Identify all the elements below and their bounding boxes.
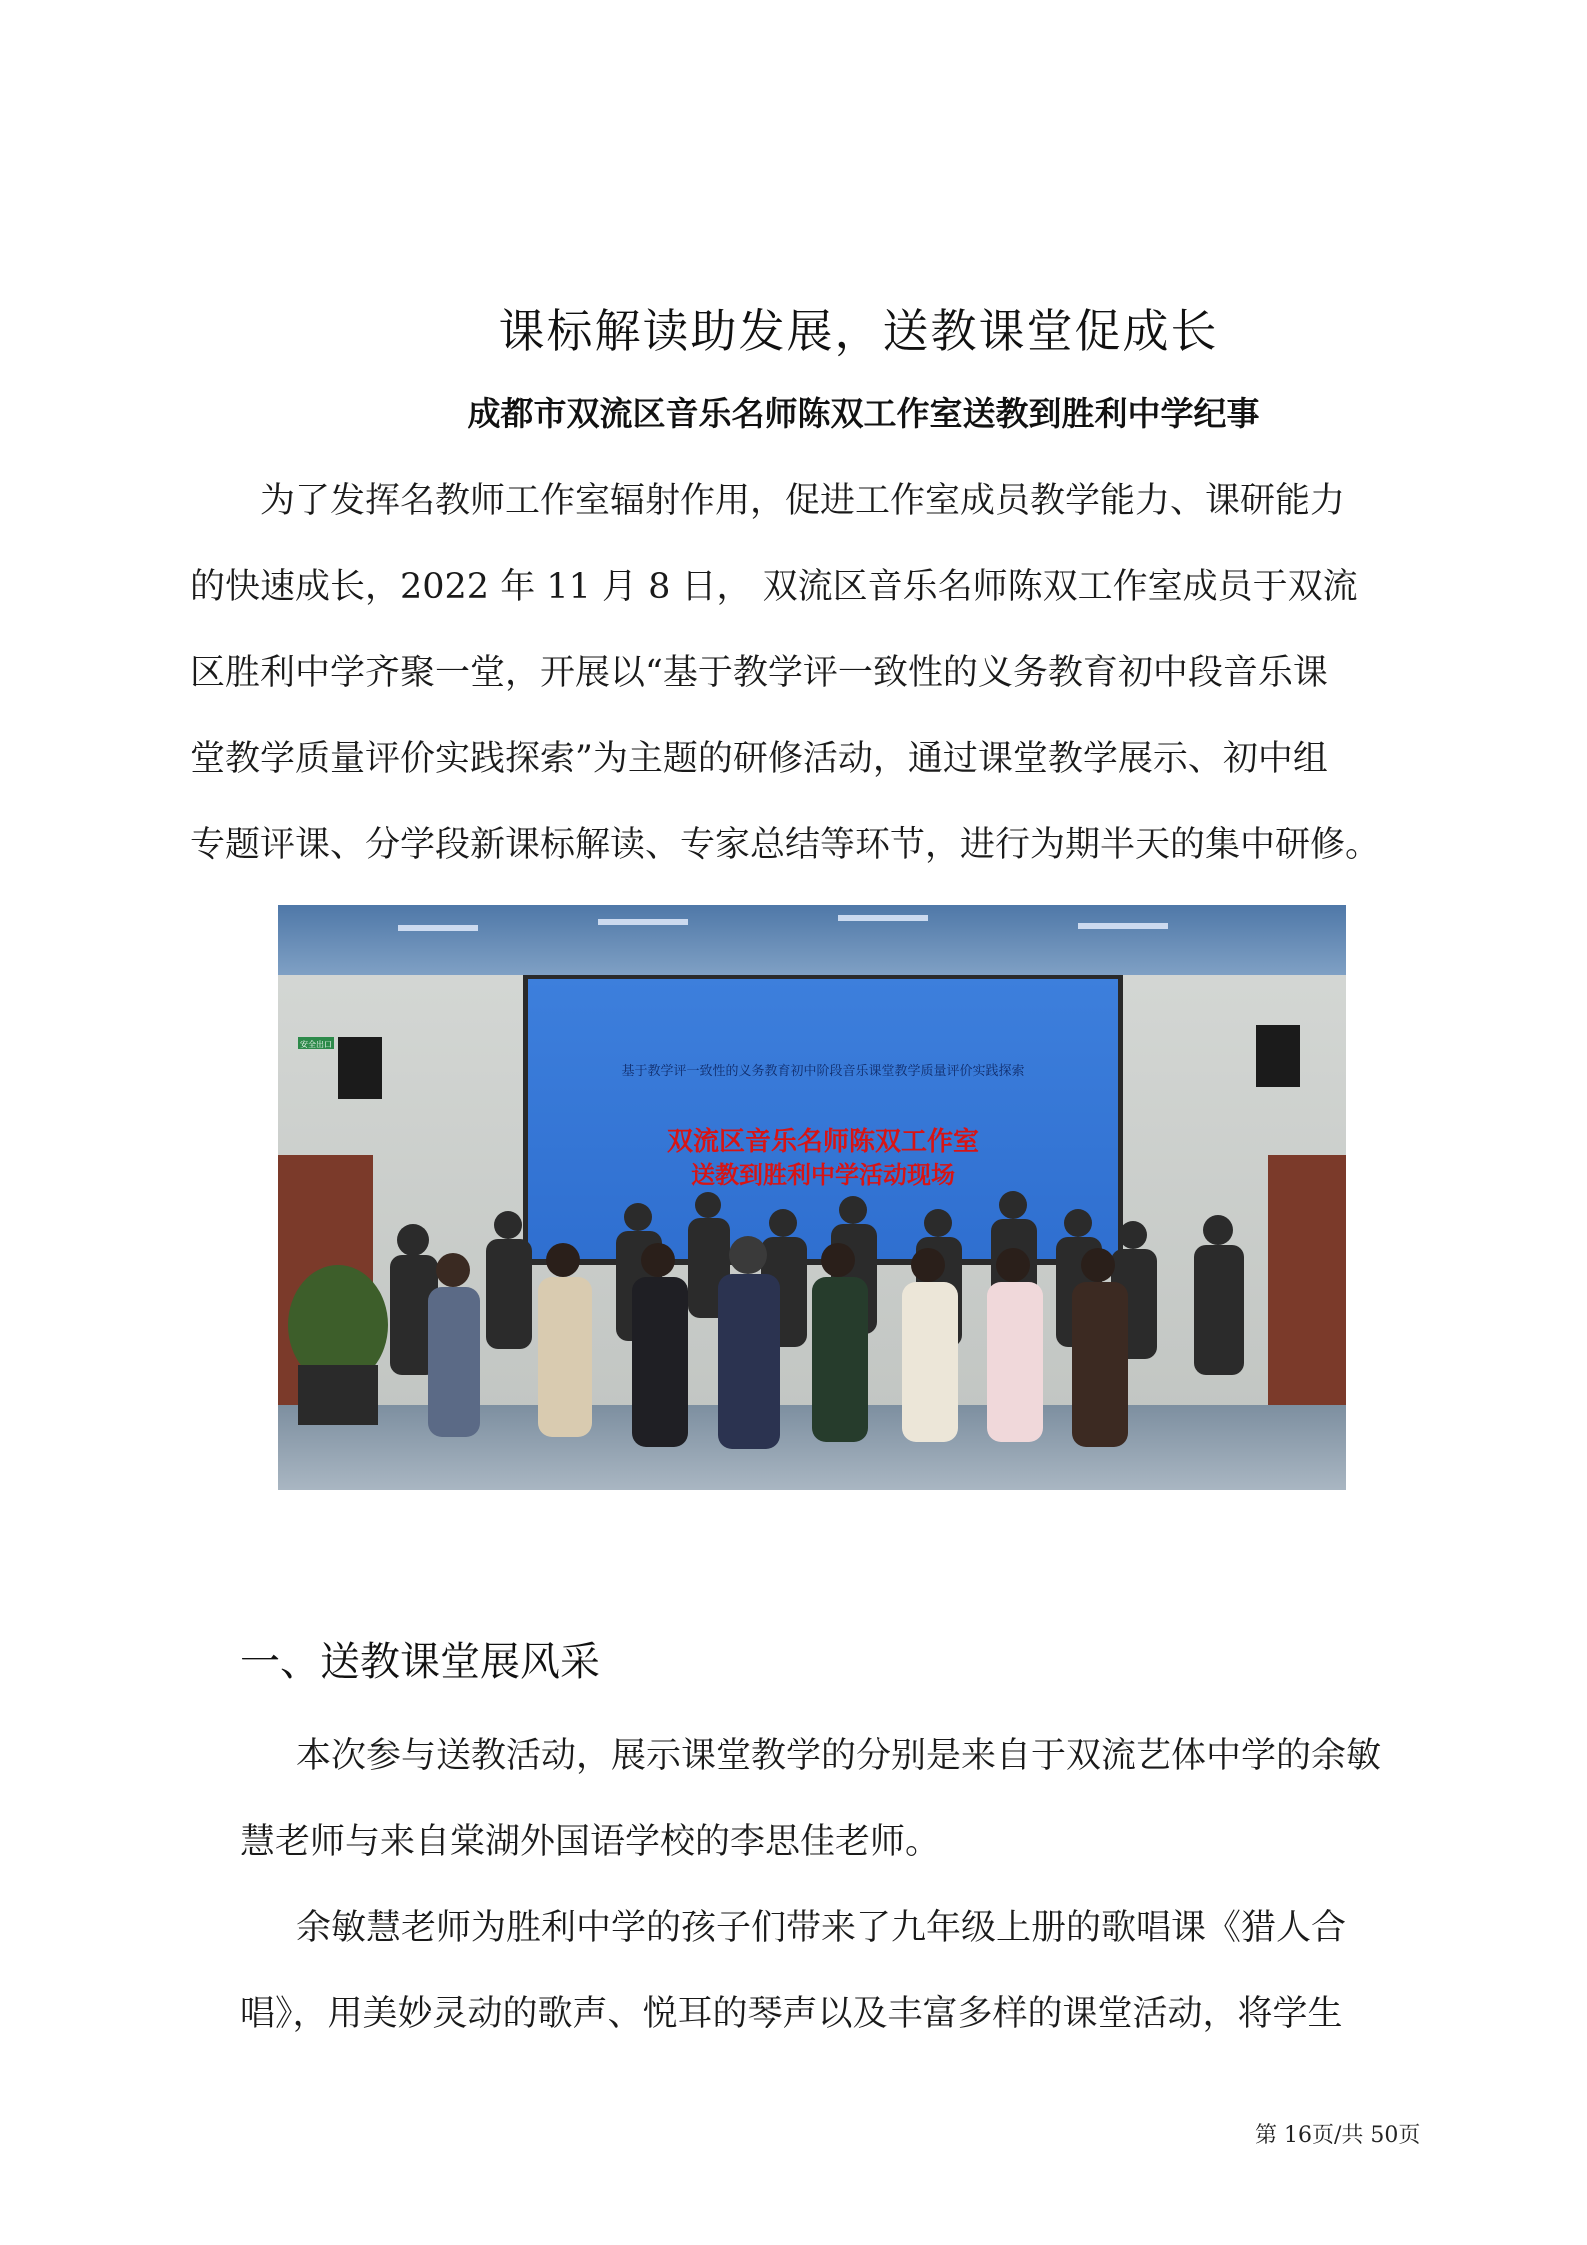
body-line: 本次参与送教活动，展示课堂教学的分别是来自于双流艺体中学的余敏: [296, 1736, 1382, 1776]
intro-paragraph: [190, 458, 1430, 888]
group-photo: [278, 905, 1346, 1490]
body-line: 唱》，用美妙灵动的歌声、悦耳的琴声以及丰富多样的课堂活动，将学生: [240, 1994, 1343, 2034]
intro-line: 区胜利中学齐聚一堂，开展以“基于教学评一致性的义务教育初中段音乐课: [190, 653, 1328, 693]
intro-line: 的快速成长，2022 年 11 月 8 日， 双流区音乐名师陈双工作室成员于双流: [190, 567, 1358, 607]
screen-top-text: 基于教学评一致性的义务教育初中阶段音乐课堂教学质量评价实践探索: [621, 1064, 1025, 1079]
section1-body: [240, 1713, 1440, 2057]
screen-red-line1: 双流区音乐名师陈双工作室: [666, 1127, 980, 1157]
body-line: 余敏慧老师为胜利中学的孩子们带来了九年级上册的歌唱课《猎人合: [296, 1908, 1347, 1948]
document-title: 课标解读助发展，送教课堂促成长: [498, 304, 1219, 358]
exit-sign: 安全出口: [300, 1040, 332, 1049]
page-number: 第 16页/共 50页: [1255, 2123, 1421, 2148]
document-subtitle: 成都市双流区音乐名师陈双工作室送教到胜利中学纪事: [467, 394, 1260, 433]
body-line: 慧老师与来自棠湖外国语学校的李思佳老师。: [240, 1822, 941, 1862]
intro-line: 堂教学质量评价实践探索”为主题的研修活动，通过课堂教学展示、初中组: [190, 739, 1328, 779]
intro-line: 专题评课、分学段新课标解读、专家总结等环节，进行为期半天的集中研修。: [190, 825, 1381, 865]
screen-red-line2: 送教到胜利中学活动现场: [691, 1161, 955, 1189]
section-heading: 一、送教课堂展风采: [240, 1639, 600, 1685]
group-photo-illustration: [278, 905, 1346, 1490]
intro-line: 为了发挥名教师工作室辐射作用，促进工作室成员教学能力、课研能力: [260, 481, 1346, 521]
